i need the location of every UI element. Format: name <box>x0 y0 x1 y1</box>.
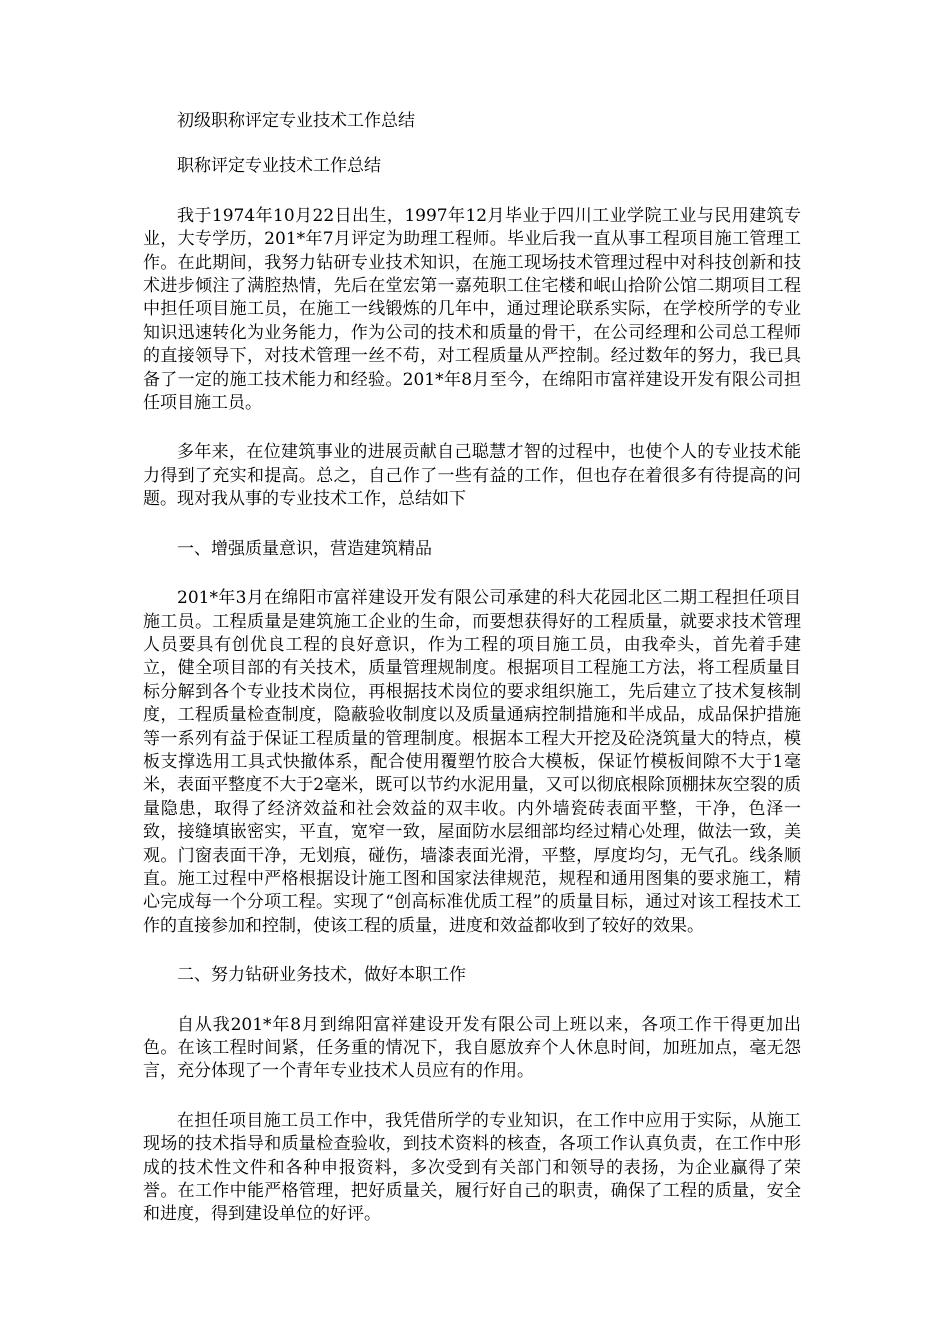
paragraph-intro: 我于1974年10月22日出生，1997年12月毕业于四川工业学院工业与民用建筑专业，大专学历，201*年7月评定为助理工程师。毕业后我一直从事工程项目施工管理工作。在此期间，我努力钻研专业技术知识，在施工现场技术管理过程中对科技创新和技术进步倾注了满腔热情，先后在堂宏第一嘉苑职工住宅楼和岷山拾阶公馆二期项目工程中担任项目施工员，在施工一线锻炼的几年中，通过理论联系实际，在学校所学的专业知识迅速转化为业务能力，作为公司的技术和质量的骨干，在公司经理和公司总工程师的直接领导下，对技术管理一丝不苟，对工程质量从严控制。经过数年的努力，我已具备了一定的施工技术能力和经验。201*年8月至今，在绵阳市富祥建设开发有限公司担任项目施工员。 <box>143 205 801 414</box>
paragraph-section-2a: 自从我201*年8月到绵阳富祥建设开发有限公司上班以来，各项工作干得更加出色。在该工程时间紧，任务重的情况下，我自愿放弃个人休息时间，加班加点，毫无怨言，充分体现了一个青年专业技术人员应有的作用。 <box>143 1014 801 1082</box>
paragraph-section-2b: 在担任项目施工员工作中，我凭借所学的专业知识，在工作中应用于实际，从施工现场的技术指导和质量检查验收，到技术资料的核查，各项工作认真负责，在工作中形成的技术性文件和各种申报资料，多次受到有关部门和领导的表扬，为企业赢得了荣誉。在工作中能严格管理，把好质量关，履行好自己的职责，确保了工程的质量，安全和进度，得到建设单位的好评。 <box>143 1110 801 1225</box>
section-heading-1: 一、增强质量意识，营造建筑精品 <box>177 538 432 559</box>
document-subtitle: 职称评定专业技术工作总结 <box>177 156 381 177</box>
paragraph-section-1: 201*年3月在绵阳市富祥建设开发有限公司承建的科大花园北区二期工程担任项目施工员。工程质量是建筑施工企业的生命，而要想获得好的工程质量，就要求技术管理人员要具有创优良工程的良好意识，作为工程的项目施工员，由我牵头，首先着手建立，健全项目部的有关技术，质量管理规制度。根据项目工程施工方法，将工程质量目标分解到各个专业技术岗位，再根据技术岗位的要求组织施工，先后建立了技术复核制度，工程质量检查制度，隐蔽验收制度以及质量通病控制措施和半成品，成品保护措施等一系列有益于保证工程质量的管理制度。根据本工程大开挖及砼浇筑量大的特点，模板支撑选用工具式快撤体系，配合使用覆塑竹胶合大模板，保证竹模板间隙不大于1毫米，表面平整度不大于2毫米，既可以节约水泥用量，又可以彻底根除顶棚抹灰空裂的质量隐患，取得了经济效益和社会效益的双丰收。内外墙瓷砖表面平整，干净，色泽一致，接缝填嵌密实，平直，宽窄一致，屋面防水层细部均经过精心处理，做法一致，美观。门窗表面干净，无划痕，碰伤，墙漆表面光滑，平整，厚度均匀，无气孔。线条顺直。施工过程中严格根据设计施工图和国家法律规范，规程和通用图集的要求施工，精心完成每一个分项工程。实现了“创高标准优质工程”的质量目标，通过对该工程技术工作的直接参加和控制，使该工程的质量，进度和效益都收到了较好的效果。 <box>143 588 801 936</box>
paragraph-summary: 多年来，在位建筑事业的进展贡献自己聪慧才智的过程中，也使个人的专业技术能力得到了充实和提高。总之，自己作了一些有益的工作，但也存在着很多有待提高的问题。现对我从事的专业技术工作，总结如下 <box>143 442 801 510</box>
document-body <box>143 110 801 1227</box>
section-heading-2: 二、努力钻研业务技术，做好本职工作 <box>177 965 466 986</box>
document-title: 初级职称评定专业技术工作总结 <box>177 111 415 131</box>
